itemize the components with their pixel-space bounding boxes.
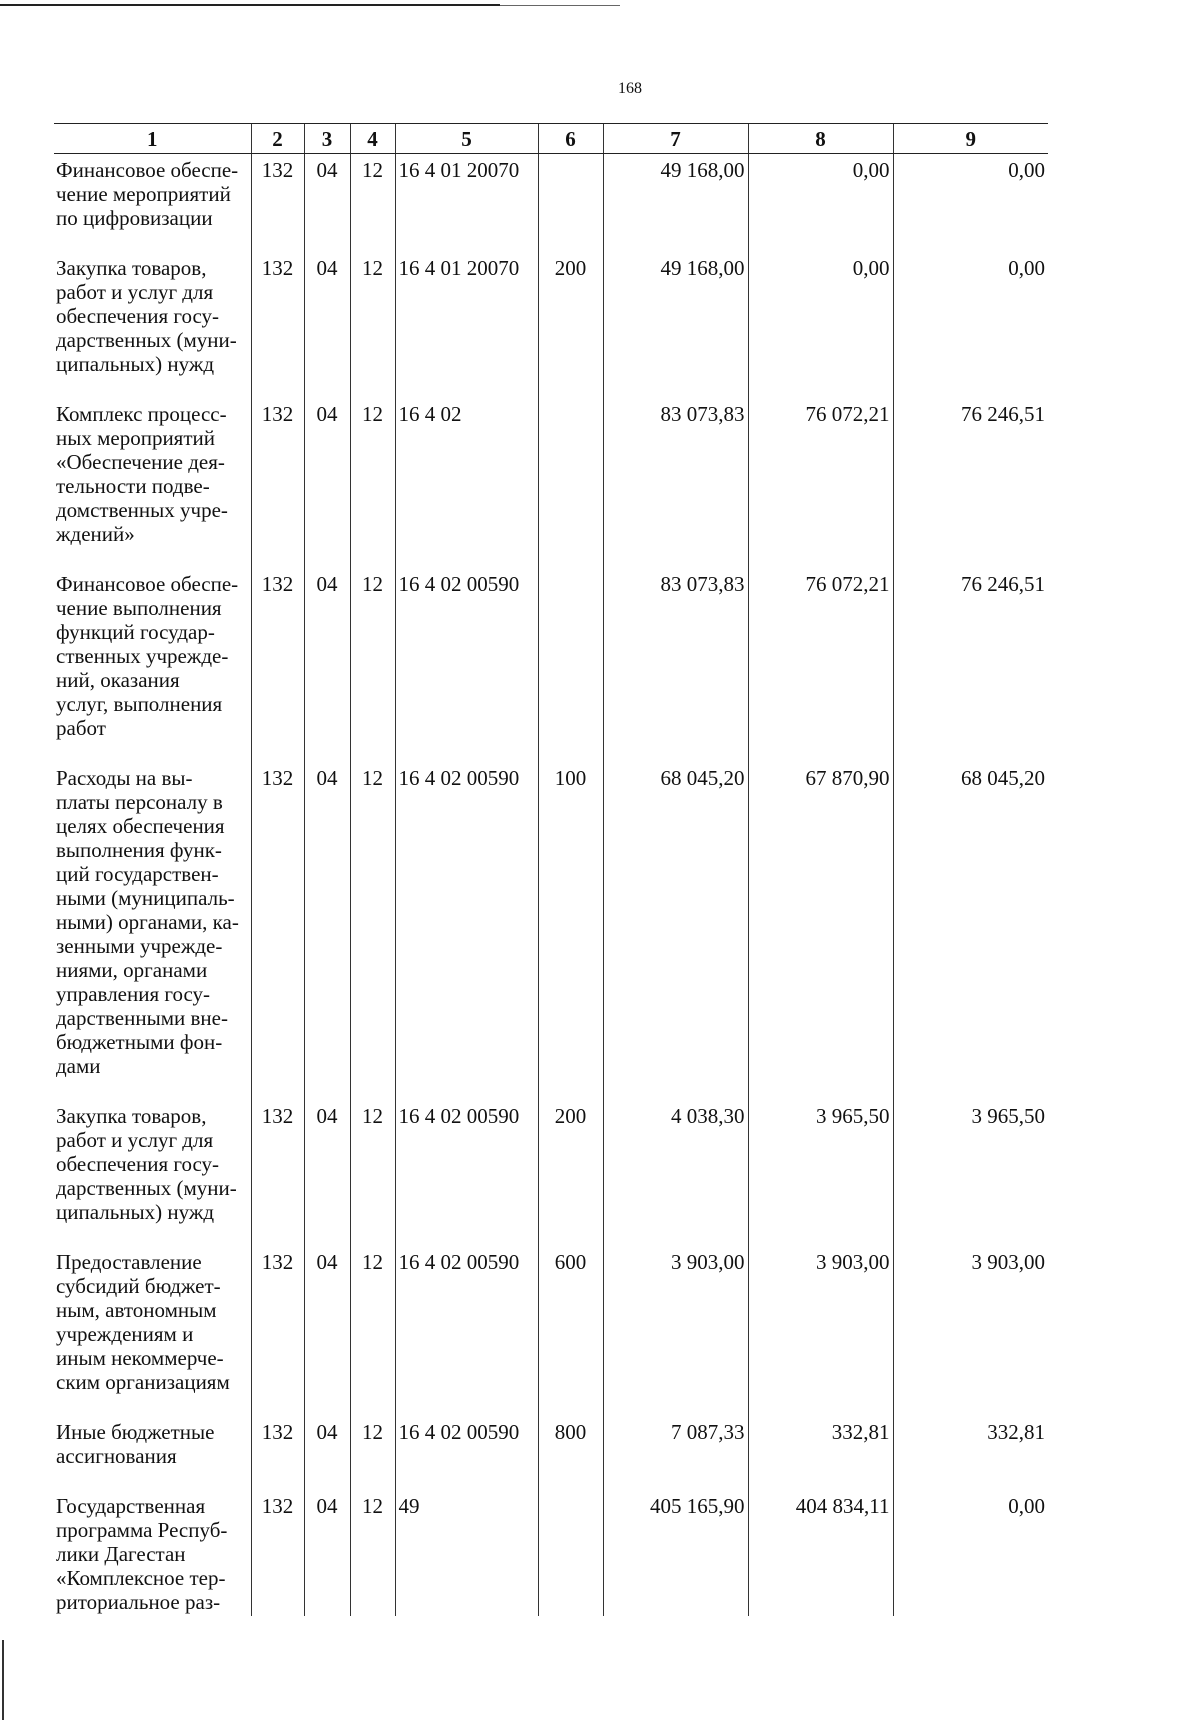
description-line: лики Дагестан [56,1542,186,1566]
ministry-code-cell: 132 [251,154,304,253]
subsection-code-cell: 12 [350,568,395,762]
section-code-cell: 04 [304,1246,350,1416]
section-code-cell: 04 [304,762,350,1100]
page-number: 168 [618,80,642,97]
row-description [54,762,251,1100]
description-line: учреждениям и [56,1322,194,1346]
row-description [54,154,251,253]
ministry-code-cell: 132 [251,762,304,1100]
column-header: 9 [893,124,1048,154]
target-article-cell: 49 [395,1490,538,1616]
ministry-code-cell: 132 [251,398,304,568]
section-code-cell: 04 [304,1416,350,1490]
description-line: домственных учре- [56,498,228,522]
description-line: Закупка товаров, [56,1104,207,1128]
description-line: риториальное раз- [56,1590,221,1614]
description-line: Закупка товаров, [56,256,207,280]
description-line: ципальных) нужд [56,1200,215,1224]
table-row [54,252,1048,398]
row-description [54,1246,251,1416]
description-line: субсидий бюджет- [56,1274,221,1298]
amount-year-3-cell: 76 246,51 [893,568,1048,762]
amount-year-2-cell: 332,81 [748,1416,893,1490]
table-row [54,762,1048,1100]
section-code-cell: 04 [304,252,350,398]
description-line: выполнения функ- [56,838,222,862]
description-line: по цифровизации [56,206,213,230]
expense-type-cell: 200 [538,1100,603,1246]
description-line: обеспечения госу- [56,304,220,328]
amount-year-2-cell: 76 072,21 [748,568,893,762]
expense-type-cell [538,1490,603,1616]
column-header: 1 [54,124,251,154]
description-line: бюджетными фон- [56,1030,223,1054]
expense-type-cell: 100 [538,762,603,1100]
description-line: управления госу- [56,982,211,1006]
amount-year-1-cell: 68 045,20 [603,762,748,1100]
amount-year-1-cell: 4 038,30 [603,1100,748,1246]
description-line: программа Респуб- [56,1518,228,1542]
description-line: функций государ- [56,620,215,644]
column-header: 6 [538,124,603,154]
description-line: ными (муниципаль- [56,886,235,910]
amount-year-1-cell: 7 087,33 [603,1416,748,1490]
description-line: Расходы на вы- [56,766,193,790]
description-line: дарственными вне- [56,1006,228,1030]
column-header: 2 [251,124,304,154]
description-line: ных мероприятий [56,426,215,450]
description-line: Комплекс процесс- [56,402,227,426]
row-description [54,1416,251,1490]
row-description [54,1490,251,1616]
description-line: чение мероприятий [56,182,231,206]
section-code-cell: 04 [304,1100,350,1246]
target-article-cell: 16 4 02 00590 [395,762,538,1100]
target-article-cell: 16 4 02 [395,398,538,568]
table-header-row [54,124,1048,154]
table-row [54,154,1048,253]
description-line: Финансовое обеспе- [56,158,239,182]
table-body [54,154,1048,1617]
expense-type-cell [538,568,603,762]
target-article-cell: 16 4 02 00590 [395,568,538,762]
description-line: ственных учрежде- [56,644,229,668]
description-line: ний, оказания [56,668,180,692]
subsection-code-cell: 12 [350,154,395,253]
description-line: обеспечения госу- [56,1152,220,1176]
ministry-code-cell: 132 [251,1490,304,1616]
description-line: ниями, органами [56,958,208,982]
expense-type-cell: 600 [538,1246,603,1416]
row-description [54,568,251,762]
amount-year-3-cell: 332,81 [893,1416,1048,1490]
description-line: ций государствен- [56,862,219,886]
amount-year-3-cell: 3 903,00 [893,1246,1048,1416]
column-header: 3 [304,124,350,154]
description-line: ными) органами, ка- [56,910,239,934]
column-header: 8 [748,124,893,154]
description-line: работ и услуг для [56,1128,214,1152]
subsection-code-cell: 12 [350,252,395,398]
ministry-code-cell: 132 [251,1416,304,1490]
section-code-cell: 04 [304,154,350,253]
expense-type-cell: 200 [538,252,603,398]
budget-table [54,123,1048,1616]
subsection-code-cell: 12 [350,762,395,1100]
description-line: тельности подве- [56,474,210,498]
target-article-cell: 16 4 02 00590 [395,1100,538,1246]
target-article-cell: 16 4 02 00590 [395,1416,538,1490]
amount-year-2-cell: 3 903,00 [748,1246,893,1416]
row-description [54,1100,251,1246]
description-line: работ [56,716,106,740]
description-line: ципальных) нужд [56,352,215,376]
subsection-code-cell: 12 [350,1490,395,1616]
amount-year-2-cell: 3 965,50 [748,1100,893,1246]
target-article-cell: 16 4 01 20070 [395,154,538,253]
description-line: зенными учрежде- [56,934,223,958]
ministry-code-cell: 132 [251,252,304,398]
amount-year-3-cell: 0,00 [893,252,1048,398]
amount-year-2-cell: 76 072,21 [748,398,893,568]
table-row [54,1416,1048,1490]
description-line: Государственная [56,1494,206,1518]
description-line: дарственных (муни- [56,328,237,352]
column-header: 7 [603,124,748,154]
description-line: дами [56,1054,101,1078]
amount-year-1-cell: 3 903,00 [603,1246,748,1416]
target-article-cell: 16 4 01 20070 [395,252,538,398]
amount-year-1-cell: 83 073,83 [603,398,748,568]
amount-year-2-cell: 0,00 [748,252,893,398]
description-line: Предоставление [56,1250,202,1274]
description-line: услуг, выполнения [56,692,223,716]
amount-year-3-cell: 3 965,50 [893,1100,1048,1246]
description-line: иным некоммерче- [56,1346,224,1370]
subsection-code-cell: 12 [350,398,395,568]
amount-year-1-cell: 49 168,00 [603,252,748,398]
description-line: «Обеспечение дея- [56,450,225,474]
section-code-cell: 04 [304,568,350,762]
expense-type-cell [538,398,603,568]
description-line: ждений» [56,522,135,546]
amount-year-1-cell: 405 165,90 [603,1490,748,1616]
description-line: ассигнования [56,1444,177,1468]
scan-margin-mark [2,1640,4,1720]
amount-year-3-cell: 0,00 [893,154,1048,253]
amount-year-3-cell: 68 045,20 [893,762,1048,1100]
description-line: Иные бюджетные [56,1420,215,1444]
subsection-code-cell: 12 [350,1100,395,1246]
description-line: «Комплексное тер- [56,1566,226,1590]
description-line: ным, автономным [56,1298,217,1322]
amount-year-1-cell: 83 073,83 [603,568,748,762]
subsection-code-cell: 12 [350,1416,395,1490]
ministry-code-cell: 132 [251,568,304,762]
amount-year-3-cell: 76 246,51 [893,398,1048,568]
subsection-code-cell: 12 [350,1246,395,1416]
amount-year-2-cell: 404 834,11 [748,1490,893,1616]
description-line: работ и услуг для [56,280,214,304]
amount-year-2-cell: 67 870,90 [748,762,893,1100]
amount-year-2-cell: 0,00 [748,154,893,253]
column-header: 5 [395,124,538,154]
table-row [54,568,1048,762]
row-description [54,252,251,398]
ministry-code-cell: 132 [251,1100,304,1246]
column-header: 4 [350,124,395,154]
description-line: дарственных (муни- [56,1176,237,1200]
ministry-code-cell: 132 [251,1246,304,1416]
table-row [54,1246,1048,1416]
target-article-cell: 16 4 02 00590 [395,1246,538,1416]
section-code-cell: 04 [304,1490,350,1616]
description-line: Финансовое обеспе- [56,572,239,596]
expense-type-cell: 800 [538,1416,603,1490]
description-line: ским организациям [56,1370,230,1394]
amount-year-3-cell: 0,00 [893,1490,1048,1616]
table-row [54,1490,1048,1616]
amount-year-1-cell: 49 168,00 [603,154,748,253]
description-line: чение выполнения [56,596,222,620]
scan-top-rule-faint [500,5,620,6]
description-line: целях обеспечения [56,814,225,838]
description-line: платы персоналу в [56,790,223,814]
section-code-cell: 04 [304,398,350,568]
scan-top-rule [0,4,500,6]
table-row [54,398,1048,568]
expense-type-cell [538,154,603,253]
table-row [54,1100,1048,1246]
row-description [54,398,251,568]
